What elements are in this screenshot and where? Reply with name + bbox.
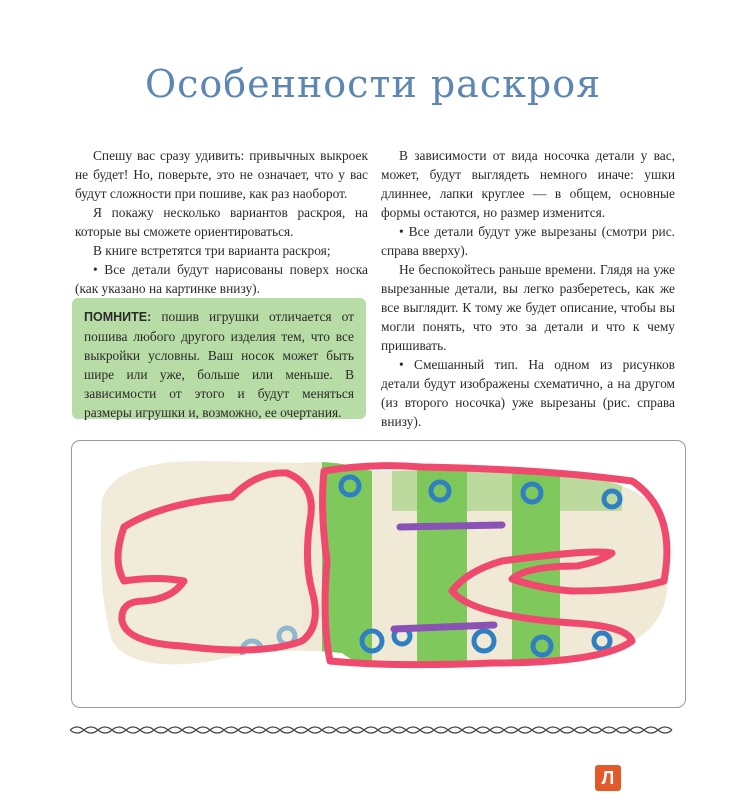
note-text: пошив игрушки отличается от пошива любого другого изделия тем, что все выкройки условны. Ваш носок может быть шире или уже, больше или меньше. В зависимости от этого и будут меняться размеры игрушки и, возможно, ее очертания. — [84, 309, 354, 420]
paragraph: Не беспокойтесь раньше времени. Глядя на уже вырезанные детали, вы легко разберетесь, как же все выглядит. К тому же будет описание, чтобы вы могли понять, что это за детали и что к чему пришивать. — [381, 262, 675, 353]
decorative-divider — [70, 724, 680, 736]
bullet-paragraph: • Смешанный тип. На одном из рисунков детали будут изображены схематично, а на другом (из второго носочка) уже вырезаны (рис. справа внизу). — [381, 357, 675, 429]
paragraph: В зависимости от вида носочка детали у вас, может, будут выглядеть немного иначе: ушки длиннее, лапки круглее — в общем, основные формы остаются, но размер изменится. — [381, 148, 675, 220]
bullet-paragraph: • Все детали будут нарисованы поверх носка (как указано на картинке внизу). — [75, 262, 368, 296]
paragraph: Спешу вас сразу удивить: привычных выкроек не будет! Но, поверьте, это не означает, что у вас будут сложности при пошиве, как раз наоборот. — [75, 148, 368, 201]
publisher-logo-icon: Л — [595, 765, 621, 791]
sock-photo-frame — [71, 440, 686, 708]
page-title: Особенности раскроя — [144, 62, 602, 106]
note-label: ПОМНИТЕ: — [84, 310, 152, 324]
paragraph: В книге встретятся три варианта раскроя; — [93, 243, 331, 258]
right-column — [381, 146, 675, 431]
sock-pattern-photo-icon — [72, 441, 685, 707]
remember-note — [72, 298, 366, 419]
bullet-paragraph: • Все детали будут уже вырезаны (смотри рис. справа вверху). — [381, 224, 675, 258]
paragraph: Я покажу несколько вариантов раскроя, на которые вы сможете ориентироваться. — [75, 205, 368, 239]
left-column — [75, 146, 368, 298]
